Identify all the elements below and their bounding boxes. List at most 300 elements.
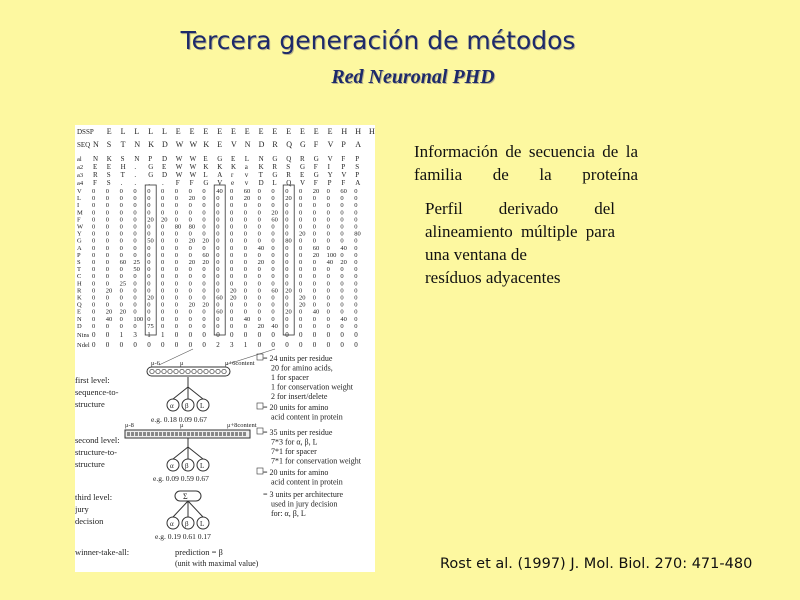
- input-unit: [155, 432, 158, 436]
- profile-value: 0: [105, 195, 110, 203]
- seq-char: R: [272, 140, 278, 149]
- profile-value: 0: [147, 308, 151, 316]
- profile-value: 0: [161, 230, 165, 238]
- profile-value: 0: [92, 280, 96, 288]
- nins-value: 0: [105, 331, 110, 339]
- profile-value: 20: [105, 308, 113, 316]
- profile-value: 0: [230, 188, 234, 195]
- profile-value: 0: [354, 251, 358, 259]
- profile-value: 0: [271, 195, 275, 203]
- profile-value: 0: [326, 216, 330, 224]
- dssp-char: E: [272, 127, 278, 136]
- profile-value: 0: [119, 237, 123, 245]
- alignment-char: T: [120, 171, 125, 179]
- profile-value: 60: [271, 287, 278, 295]
- profile-value: 0: [216, 202, 220, 210]
- ndel-value: 0: [257, 341, 262, 349]
- profile-value: 0: [119, 216, 123, 224]
- profile-value: 0: [105, 294, 110, 302]
- amino-acid-label: G: [77, 237, 82, 245]
- profile-value: 0: [326, 294, 330, 302]
- profile-value: 0: [147, 202, 151, 210]
- profile-value: 0: [340, 230, 344, 238]
- alignment-char: F: [341, 155, 346, 163]
- window-label: μ+8content: [227, 422, 257, 429]
- profile-value: 0: [243, 301, 248, 309]
- profile-value: 40: [105, 315, 113, 323]
- seq-char: S: [106, 140, 112, 149]
- alignment-char: .: [134, 171, 137, 179]
- alignment-char: A: [355, 179, 361, 187]
- note-level-2b: acid content in protein: [271, 477, 343, 487]
- profile-value: 0: [161, 237, 165, 245]
- profile-value: 0: [105, 209, 110, 217]
- profile-value: 25: [119, 280, 127, 288]
- profile-value: 0: [174, 315, 179, 323]
- profile-value: 0: [119, 209, 123, 217]
- profile-value: 0: [216, 301, 220, 309]
- alignment-label: al: [77, 156, 82, 163]
- profile-value: 0: [161, 251, 165, 259]
- dssp-char: E: [217, 127, 223, 136]
- profile-value: 0: [271, 259, 275, 266]
- alignment-char: Y: [327, 171, 333, 179]
- prediction-note: (unit with maximal value): [175, 559, 259, 568]
- level-label: sequence-to-: [75, 387, 119, 397]
- profile-value: 0: [147, 195, 151, 203]
- profile-value: 20: [230, 294, 237, 302]
- profile-value: 0: [299, 195, 303, 203]
- nins-value: 0: [299, 331, 303, 339]
- profile-value: 0: [257, 315, 261, 323]
- alignment-char: W: [175, 163, 183, 171]
- alignment-char: Q: [286, 155, 292, 163]
- profile-value: 0: [230, 259, 234, 266]
- alignment-char: W: [189, 171, 197, 179]
- profile-value: 0: [340, 251, 344, 259]
- profile-value: 0: [243, 273, 248, 281]
- sequence-info-text: Información de secuencia de la familia de la proteína: [414, 142, 638, 184]
- profile-value: 0: [354, 202, 358, 210]
- dssp-char: H: [341, 127, 348, 136]
- nins-value: 0: [354, 331, 358, 339]
- profile-value: 0: [119, 273, 123, 281]
- profile-value: 0: [133, 195, 137, 203]
- profile-value: 0: [133, 280, 137, 288]
- profile-value: 0: [312, 294, 317, 302]
- amino-acid-label: R: [77, 287, 82, 295]
- profile-value: 0: [299, 237, 303, 245]
- alignment-label: a4: [77, 180, 84, 187]
- profile-value: 40: [312, 308, 320, 316]
- profile-value: 0: [326, 244, 330, 252]
- profile-value: 0: [326, 209, 330, 217]
- profile-value: 0: [202, 244, 206, 252]
- ndel-value: 0: [202, 341, 206, 349]
- profile-value: 0: [92, 244, 96, 252]
- profile-value: 0: [216, 322, 220, 330]
- alignment-char: N: [134, 155, 140, 163]
- profile-value: 40: [271, 322, 278, 330]
- profile-value: 0: [285, 244, 289, 252]
- input-unit: [195, 432, 198, 436]
- profile-value: 60: [216, 308, 223, 316]
- profile-value: 20: [299, 230, 306, 238]
- level-label: first level:: [75, 375, 110, 385]
- profile-value: 0: [188, 251, 192, 259]
- profile-value: 0: [326, 188, 330, 195]
- dssp-char: E: [327, 127, 333, 136]
- profile-value: 0: [230, 301, 234, 309]
- ndel-value: 0: [340, 341, 344, 349]
- amino-acid-label: Q: [77, 301, 82, 309]
- profile-value: 0: [92, 308, 96, 316]
- alignment-char: S: [106, 171, 111, 179]
- nins-value: 0: [216, 331, 220, 339]
- alignment-char: .: [162, 179, 164, 187]
- profile-value: 0: [92, 301, 96, 309]
- profile-value: 0: [285, 322, 289, 330]
- seq-char: A: [355, 140, 361, 149]
- profile-value: 0: [161, 266, 165, 274]
- profile-value: 0: [243, 287, 248, 295]
- profile-value: 0: [147, 230, 151, 238]
- window-label: μ: [180, 360, 184, 367]
- dssp-label: DSSP: [77, 128, 94, 136]
- profile-value: 0: [216, 195, 220, 203]
- profile-value: 0: [257, 301, 261, 309]
- profile-value: 0: [92, 322, 96, 330]
- alignment-char: P: [355, 171, 360, 179]
- profile-value: 0: [354, 244, 358, 252]
- profile-value: 20: [257, 322, 265, 330]
- profile-value: 0: [161, 244, 165, 252]
- profile-value: 0: [299, 266, 303, 274]
- profile-value: 0: [312, 301, 317, 309]
- profile-value: 0: [105, 251, 110, 259]
- nins-value: 0: [202, 331, 206, 339]
- profile-value: 40: [257, 244, 265, 252]
- dssp-char: E: [244, 127, 250, 136]
- dssp-char: E: [258, 127, 264, 136]
- profile-value: 0: [216, 230, 220, 238]
- profile-value: 0: [230, 273, 234, 281]
- alignment-char: K: [231, 163, 237, 171]
- profile-value: 0: [299, 223, 303, 231]
- profile-value: 20: [202, 301, 209, 309]
- profile-value: 0: [133, 294, 137, 302]
- input-unit: [235, 432, 238, 436]
- alignment-char: E: [106, 163, 112, 171]
- seq-char: V: [231, 140, 237, 149]
- profile-value: 0: [147, 287, 151, 295]
- profile-value: 0: [188, 315, 192, 323]
- profile-value: 0: [271, 308, 275, 316]
- nins-value: 0: [243, 331, 248, 339]
- profile-value: 0: [326, 202, 330, 210]
- citation: Rost et al. (1997) J. Mol. Biol. 270: 471-480: [440, 556, 753, 572]
- profile-value: 0: [230, 202, 234, 210]
- ndel-value: 0: [147, 341, 151, 349]
- alignment-char: E: [162, 163, 167, 171]
- ndel-label: Ndel: [77, 342, 90, 349]
- profile-value: 0: [340, 287, 344, 295]
- amino-acid-label: P: [77, 251, 81, 259]
- profile-value: 0: [161, 280, 165, 288]
- profile-value: 0: [340, 223, 344, 231]
- alignment-char: T: [258, 171, 263, 179]
- input-unit: [243, 432, 246, 436]
- profile-value: 0: [299, 202, 303, 210]
- profile-value: 0: [105, 244, 110, 252]
- profile-value: 0: [243, 244, 248, 252]
- profile-value: 0: [326, 237, 330, 245]
- profile-value: 0: [161, 195, 165, 203]
- profile-value: 0: [119, 223, 123, 231]
- amino-acid-label: C: [77, 273, 82, 281]
- profile-value: 0: [326, 223, 330, 231]
- profile-value: 0: [230, 308, 234, 316]
- dssp-char: L: [134, 127, 140, 136]
- profile-value: 0: [340, 301, 344, 309]
- amino-acid-label: V: [77, 188, 82, 195]
- profile-value: 0: [230, 315, 234, 323]
- profile-value: 20: [285, 308, 292, 316]
- input-unit: [175, 432, 178, 436]
- ndel-value: 0: [133, 341, 137, 349]
- profile-value: 20: [105, 287, 113, 295]
- profile-value: 0: [299, 209, 303, 217]
- profile-value: 0: [174, 251, 179, 259]
- profile-value: 0: [105, 223, 110, 231]
- profile-value: 0: [92, 251, 96, 259]
- profile-value: 0: [216, 259, 220, 266]
- alignment-char: N: [258, 155, 264, 163]
- profile-value: 0: [161, 188, 165, 195]
- profile-value: 0: [147, 315, 151, 323]
- profile-value: 0: [105, 280, 110, 288]
- profile-value: 0: [174, 273, 179, 281]
- profile-value: 0: [119, 202, 123, 210]
- output-symbol: β: [185, 520, 189, 528]
- profile-value: 0: [147, 266, 151, 274]
- profile-value: 0: [174, 259, 179, 266]
- input-unit: [211, 432, 214, 436]
- dssp-char: E: [313, 127, 319, 136]
- profile-value: 0: [119, 266, 123, 274]
- profile-value: 0: [105, 188, 110, 195]
- note-level-1: = 24 units per residue: [263, 354, 333, 363]
- amino-acid-label: W: [77, 223, 84, 231]
- profile-value: 0: [285, 223, 289, 231]
- input-unit: [183, 432, 186, 436]
- profile-value: 0: [312, 266, 317, 274]
- level-label: second level:: [75, 435, 120, 445]
- profile-value: 0: [216, 244, 220, 252]
- profile-value: 0: [285, 315, 289, 323]
- profile-value: 20: [257, 259, 265, 266]
- profile-value: 0: [188, 216, 192, 224]
- profile-value: 0: [216, 287, 220, 295]
- ndel-value: 1: [243, 341, 248, 349]
- profile-value: 0: [161, 209, 165, 217]
- amino-acid-label: K: [77, 294, 82, 302]
- profile-value: 0: [326, 315, 330, 323]
- seq-char: W: [175, 140, 184, 149]
- alignment-char: G: [313, 155, 319, 163]
- profile-value: 0: [92, 230, 96, 238]
- alignment-char: S: [120, 155, 125, 163]
- ndel-value: 0: [119, 341, 124, 349]
- profile-value: 0: [326, 266, 330, 274]
- profile-value: 0: [174, 280, 179, 288]
- ndel-value: 0: [271, 341, 275, 349]
- profile-value: 20: [161, 216, 168, 224]
- alignment-char: V: [300, 179, 306, 187]
- profile-value: 0: [202, 280, 206, 288]
- profile-value: 0: [216, 273, 220, 281]
- profile-value: 0: [243, 237, 248, 245]
- profile-value: 0: [257, 223, 261, 231]
- profile-value: 0: [174, 230, 179, 238]
- profile-value: 0: [285, 230, 289, 238]
- profile-value: 0: [285, 280, 289, 288]
- output-symbol: β: [185, 402, 189, 410]
- alignment-char: E: [231, 155, 236, 163]
- profile-value: 0: [188, 209, 192, 217]
- dssp-char: E: [175, 127, 181, 136]
- note-level-2: 7*1 for spacer: [271, 447, 317, 456]
- nins-value: 0: [340, 331, 344, 339]
- alignment-char: F: [189, 179, 194, 187]
- profile-value: 0: [340, 294, 344, 302]
- alignment-label: a2: [77, 164, 84, 171]
- alignment-char: V: [341, 171, 347, 179]
- alignment-char: E: [203, 155, 208, 163]
- prediction-text: prediction = β: [175, 547, 223, 557]
- profile-value: 0: [133, 308, 137, 316]
- nins-value: 0: [188, 331, 193, 339]
- note-level-2: 7*3 for α, β, L: [271, 437, 318, 447]
- ndel-value: 0: [161, 341, 165, 349]
- amino-acid-label: L: [77, 195, 81, 203]
- seq-char: K: [148, 140, 154, 149]
- level-label: structure-to-: [75, 447, 118, 457]
- alignment-char: P: [355, 155, 360, 163]
- profile-value: 0: [257, 237, 261, 245]
- alignment-char: S: [355, 163, 360, 171]
- amino-acid-label: H: [77, 280, 82, 288]
- profile-value: 0: [271, 223, 275, 231]
- profile-value: 0: [271, 273, 275, 281]
- profile-value: 0: [230, 230, 234, 238]
- profile-value: 0: [285, 301, 289, 309]
- profile-value: 0: [105, 273, 110, 281]
- profile-value: 0: [161, 223, 165, 231]
- profile-value: 0: [354, 294, 358, 302]
- profile-value: 0: [216, 209, 220, 217]
- profile-value: 100: [133, 315, 144, 323]
- profile-value: 0: [202, 216, 206, 224]
- profile-info-main: Perfil derivado del alineamiento múltiple para una ventana de: [425, 199, 615, 264]
- input-unit: [147, 432, 150, 436]
- profile-value: 0: [119, 315, 123, 323]
- profile-value: 0: [243, 266, 248, 274]
- seq-char: T: [120, 140, 126, 149]
- profile-value: 0: [340, 216, 344, 224]
- input-unit: [227, 432, 230, 436]
- profile-value: 0: [105, 266, 110, 274]
- profile-value: 0: [312, 280, 317, 288]
- profile-value: 0: [326, 273, 330, 281]
- profile-value: 50: [147, 237, 154, 245]
- arrow-line: [159, 349, 193, 365]
- input-unit: [187, 432, 190, 436]
- output-symbol: α: [170, 462, 174, 470]
- profile-value: 0: [147, 273, 151, 281]
- output-symbol: α: [170, 520, 174, 528]
- profile-value: 0: [202, 195, 206, 203]
- profile-value: 0: [326, 287, 330, 295]
- note-level-2: = 35 units per residue: [263, 428, 333, 437]
- seq-char: D: [162, 140, 168, 149]
- amino-acid-label: I: [77, 202, 80, 210]
- nins-value: 0: [174, 331, 179, 339]
- profile-value: 0: [161, 202, 165, 210]
- ndel-value: 0: [174, 341, 179, 349]
- slide-title: Tercera generación de métodos: [180, 26, 576, 55]
- alignment-char: .: [134, 179, 137, 187]
- winner-label: winner-take-all:: [75, 547, 130, 557]
- profile-value: 0: [147, 301, 151, 309]
- profile-value: 0: [230, 209, 234, 217]
- window-label: μ+6content: [225, 360, 255, 367]
- alignment-char: S: [286, 163, 291, 171]
- input-unit: [203, 432, 206, 436]
- profile-value: 0: [174, 322, 179, 330]
- dssp-char: E: [203, 127, 209, 136]
- seq-char: W: [189, 140, 198, 149]
- profile-value: 0: [326, 230, 330, 238]
- profile-value: 20: [230, 287, 237, 295]
- alignment-char: .: [148, 179, 150, 187]
- seq-char: Q: [286, 140, 292, 149]
- profile-value: 0: [340, 266, 344, 274]
- profile-value: 0: [161, 294, 165, 302]
- profile-value: 0: [326, 195, 330, 203]
- profile-value: 20: [312, 188, 320, 195]
- profile-value: 0: [92, 287, 96, 295]
- nins-value: 0: [312, 331, 317, 339]
- profile-value: 0: [299, 308, 303, 316]
- profile-value: 0: [105, 202, 110, 210]
- alignment-char: F: [175, 179, 180, 187]
- profile-value: 0: [92, 195, 96, 203]
- alignment-char: L: [244, 155, 250, 163]
- alignment-char: v: [244, 179, 249, 187]
- profile-value: 60: [340, 188, 347, 195]
- profile-value: 0: [147, 259, 151, 266]
- profile-value: 0: [202, 308, 206, 316]
- profile-value: 0: [105, 216, 110, 224]
- profile-value: 0: [340, 280, 344, 288]
- profile-value: 0: [354, 216, 358, 224]
- profile-value: 0: [230, 237, 234, 245]
- profile-value: 0: [133, 287, 137, 295]
- profile-value: 0: [299, 244, 303, 252]
- profile-value: 0: [92, 266, 96, 274]
- profile-value: 0: [202, 266, 206, 274]
